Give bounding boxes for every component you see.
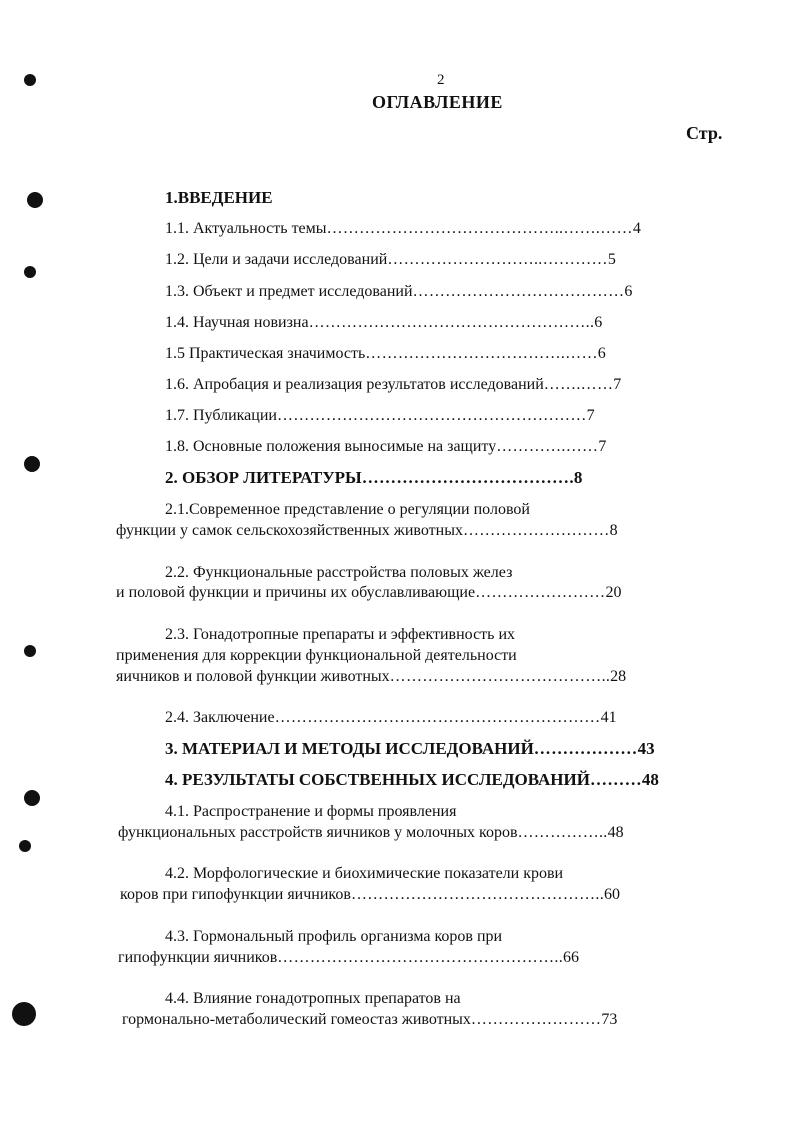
toc-entry <box>165 625 515 645</box>
toc-entry-title-line: гормонально-метаболический гомеостаз животных <box>122 1011 471 1028</box>
toc-entry <box>118 948 579 968</box>
dot-leader: ……………… <box>533 739 638 758</box>
toc-entry <box>118 823 624 843</box>
toc-entry <box>165 219 641 239</box>
toc-section-heading <box>165 770 659 790</box>
binding-hole-mark <box>24 456 40 472</box>
toc-entry-title: 1.4. Научная новизна <box>165 314 309 331</box>
toc-entry-title-line: и половой функции и причины их обуславливающие <box>116 584 476 601</box>
toc-entry-title-line: яичников и половой функции животных <box>116 668 390 685</box>
toc-page-number: 7 <box>613 376 622 393</box>
dot-leader: …………………… <box>475 584 606 601</box>
toc-entry <box>165 500 530 520</box>
toc-page-number: 73 <box>601 1011 618 1028</box>
toc-page-number: 41 <box>600 709 617 726</box>
toc-entry <box>165 927 502 947</box>
toc-section-heading <box>165 468 582 488</box>
dot-leader: …………………… <box>470 1011 602 1028</box>
toc-page-number: 4 <box>632 220 641 237</box>
toc-entry <box>116 667 626 687</box>
toc-page-number: 48 <box>641 770 659 789</box>
toc-entry-title: 2. ОБЗОР ЛИТЕРАТУРЫ <box>165 468 362 487</box>
toc-entry-title-line: 4.3. Гормональный профиль организма коров при <box>165 928 503 945</box>
toc-page-number: 6 <box>597 345 606 362</box>
page-title: ОГЛАВЛЕНИЕ <box>372 92 503 112</box>
dot-leader: ……………………………….…… <box>365 345 598 362</box>
binding-hole-mark <box>27 192 43 208</box>
toc-entry-title: 1.5 Практическая значимость <box>165 345 366 362</box>
toc-entry-title: 2.4. Заключение <box>165 709 275 726</box>
toc-entry-title: 1.6. Апробация и реализация результатов исследований <box>165 376 544 393</box>
toc-entry-title: 1.3. Объект и предмет исследований <box>165 283 413 300</box>
toc-page-number: 48 <box>607 824 624 841</box>
binding-hole-mark <box>24 266 36 278</box>
toc-entry-title-line: 2.3. Гонадотропные препараты и эффективность их <box>165 626 516 643</box>
dot-leader: ………………………………….. <box>389 668 611 685</box>
toc-page-number: 5 <box>607 251 616 268</box>
dot-leader: ………………………………. <box>361 468 574 487</box>
dot-leader: ………………………………………………… <box>276 407 587 424</box>
toc-entry-title: 4. РЕЗУЛЬТАТЫ СОБСТВЕННЫХ ИССЛЕДОВАНИЙ <box>165 770 590 789</box>
toc-entry-title: 1.8. Основные положения выносимые на защиту <box>165 438 497 455</box>
toc-page-number: 66 <box>563 949 579 966</box>
binding-hole-mark <box>24 74 36 86</box>
toc-entry-title: 3. МАТЕРИАЛ И МЕТОДЫ ИССЛЕДОВАНИЙ <box>165 739 534 758</box>
toc-entry <box>116 646 517 666</box>
page-column-label: Стр. <box>686 123 723 143</box>
toc-entry-title: 1.ВВЕДЕНИЕ <box>165 188 273 207</box>
dot-leader: ……… <box>589 770 642 789</box>
toc-entry <box>165 282 632 302</box>
toc-page-number: 8 <box>573 468 583 487</box>
toc-page-number: 20 <box>605 584 622 601</box>
binding-hole-mark <box>24 645 36 657</box>
toc-page-number: 6 <box>594 314 603 331</box>
toc-entry-title-line: применения для коррекции функциональной деятельности <box>116 647 517 664</box>
dot-leader: ………………………..………… <box>387 251 608 268</box>
dot-leader: …………………………………………………… <box>274 709 601 726</box>
toc-entry <box>116 583 621 603</box>
dot-leader: …………………………………………….. <box>277 949 563 966</box>
toc-entry-title-line: функции у самок сельскохозяйственных животных <box>116 522 463 539</box>
toc-page-number: 28 <box>610 668 627 685</box>
dot-leader: ……………………………………..…….…… <box>326 220 633 237</box>
dot-leader: ……………………… <box>462 522 610 539</box>
toc-entry <box>165 375 621 395</box>
page-number: 2 <box>437 72 445 88</box>
toc-entry <box>165 989 461 1009</box>
toc-page-number: 7 <box>598 438 607 455</box>
dot-leader: …………….. <box>517 824 608 841</box>
dot-leader: ……………………………………….. <box>350 886 605 903</box>
toc-page-number: 8 <box>609 522 618 539</box>
binding-hole-mark <box>12 1002 36 1026</box>
toc-entry <box>120 885 620 905</box>
toc-entry-title: 1.1. Актуальность темы <box>165 220 327 237</box>
toc-section-heading <box>165 188 273 208</box>
toc-entry-title-line: функциональных расстройств яичников у молочных коров <box>118 824 518 841</box>
toc-entry-title-line: гипофункции яичников <box>118 949 278 966</box>
dot-leader: …………………………………………….. <box>308 314 595 331</box>
toc-entry-title-line: коров при гипофункции яичников <box>120 886 351 903</box>
toc-entry-title-line: 2.2. Функциональные расстройства половых желез <box>165 564 513 581</box>
toc-entry <box>165 344 606 364</box>
toc-entry <box>165 708 617 728</box>
dot-leader: ………………………………… <box>412 283 625 300</box>
binding-hole-mark <box>24 790 40 806</box>
binding-hole-mark <box>19 840 31 852</box>
toc-entry-title-line: 2.1.Современное представление о регуляции половой <box>165 501 530 518</box>
toc-entry <box>165 313 602 333</box>
toc-page-number: 6 <box>624 283 633 300</box>
toc-entry <box>165 437 606 457</box>
toc-entry-title-line: 4.1. Распространение и формы проявления <box>165 803 457 820</box>
toc-entry <box>122 1010 617 1030</box>
toc-entry <box>165 563 512 583</box>
toc-section-heading <box>165 739 655 759</box>
toc-entry <box>165 406 595 426</box>
toc-entry <box>165 250 616 270</box>
toc-page-number: 60 <box>604 886 621 903</box>
toc-entry <box>165 802 456 822</box>
toc-entry-title-line: 4.4. Влияние гонадотропных препаратов на <box>165 990 461 1007</box>
toc-entry-title-line: 4.2. Морфологические и биохимические показатели крови <box>165 865 564 882</box>
toc-entry <box>116 521 618 541</box>
toc-page-number: 43 <box>637 739 655 758</box>
toc-entry-title: 1.7. Публикации <box>165 407 277 424</box>
toc-page-number: 7 <box>586 407 595 424</box>
dot-leader: ………….…… <box>496 438 599 455</box>
dot-leader: …….…… <box>543 376 614 393</box>
toc-entry <box>165 864 563 884</box>
toc-entry-title: 1.2. Цели и задачи исследований <box>165 251 388 268</box>
